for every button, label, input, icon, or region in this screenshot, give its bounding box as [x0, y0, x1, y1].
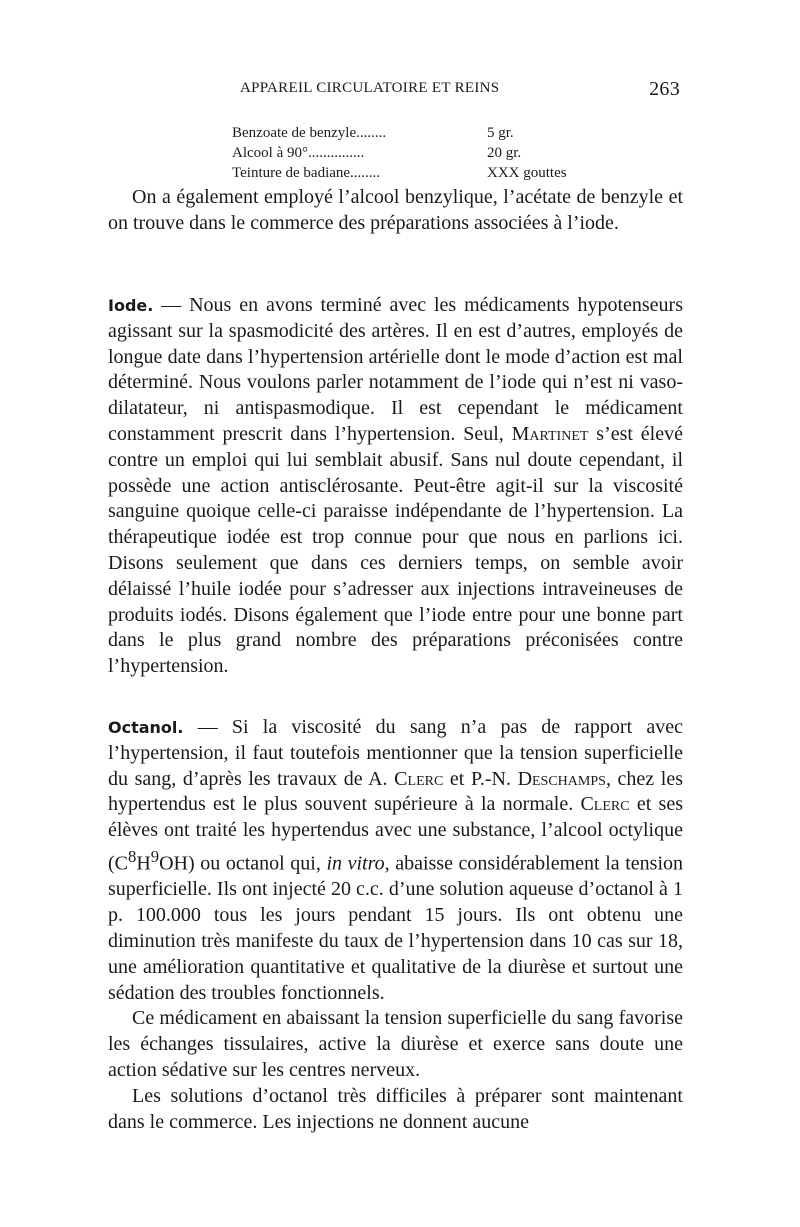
formula-text: H — [136, 852, 151, 875]
recipe-table — [232, 125, 567, 185]
recipe-quantity: 20 gr. — [487, 145, 522, 161]
iode-text: — Nous en avons terminé avec les médicaments hypotenseurs agissant sur la spasmodicité des artères. Il en est d’autres, employés de longue date dans l’hypertension artérielle dont le mode d’action est mal déterminé. Nous voulons parler notamment de l’iode qui n’est ni vaso-dilatateur, ni antispasmodique. Il est cependant le médicament constamment prescrit dans l’hypertension. Seul, — [108, 294, 683, 445]
octanol-text: et P.-N. — [443, 767, 518, 790]
recipe-quantity: 5 gr. — [487, 125, 514, 141]
page-number: 263 — [649, 78, 680, 100]
section-octanol — [108, 715, 683, 1135]
octanol-text: et ses élèves ont traité les hypertendus avec une substance, l’alcool octylique (C — [108, 793, 683, 875]
recipe-row — [232, 125, 562, 145]
recipe-ingredient: Alcool à 90°............... — [232, 145, 365, 161]
section-heading-octanol: Octanol. — [108, 718, 184, 737]
octanol-text: — Si la viscosité du sang n’a pas de rapport avec l’hypertension, il faut toutefois mentionner que la tension superficielle du sang, d’après les travaux de A. — [108, 716, 683, 790]
author-name: Clerc — [580, 793, 630, 816]
paragraph-text: Les solutions d’octanol très difficiles à préparer sont maintenant dans le commerce. Les injections ne donnent aucune — [108, 1084, 683, 1133]
author-name: Martinet — [511, 422, 589, 445]
author-name: Deschamps — [517, 767, 606, 790]
author-name: Clerc — [394, 767, 444, 790]
paragraph-benzyl — [108, 185, 683, 237]
paragraph-text: On a également employé l’alcool benzylique, l’acétate de benzyle et on trouve dans le commerce des préparations associées à l’iode. — [108, 186, 683, 234]
octanol-text: , chez les hypertendus est le plus souvent supérieure à la normale. — [108, 767, 683, 816]
octanol-text: , abaisse considérablement la tension superficielle. Ils ont injecté 20 c.c. d’une solution aqueuse d’octanol à 1 p. 100.000 tous les jours pendant 15 jours. Ils ont obtenu une diminution très manifeste du taux de l’hypertension dans 10 cas sur 18, une amélioration quantitative et qualitative de la diurèse et surtout une sédation des troubles fonctionnels. — [108, 852, 683, 1004]
section-iode — [108, 293, 683, 680]
iode-text: s’est élevé contre un emploi qui lui semblait abusif. Sans nul doute cependant, il possède une action antisclérosante. Peut-être agit-il sur la viscosité sanguine quoique celle-ci paraisse indépendante de l’hypertension. La thérapeutique iodée est trop connue pour que nous en parlions ici. Disons seulement que dans ces derniers temps, on semble avoir délaissé l’huile iodée pour s’adresser aux injections intraveineuses de produits iodés. Disons également que l’iode entre pour une bonne part dans le plus grand nombre des préparations préconisées contre l’hypertension. — [108, 422, 683, 678]
recipe-ingredient: Teinture de badiane........ — [232, 165, 381, 181]
chapter-title: APPAREIL CIRCULATOIRE ET REINS — [240, 80, 500, 96]
recipe-ingredient: Benzoate de benzyle........ — [232, 125, 387, 141]
iode-paragraph — [108, 293, 683, 680]
octanol-text: OH) ou octanol qui, — [159, 852, 327, 875]
formula-superscript: 9 — [150, 846, 160, 866]
recipe-quantity: XXX gouttes — [487, 165, 567, 181]
recipe-row — [232, 165, 567, 185]
recipe-row — [232, 145, 562, 165]
section-heading-iode: Iode. — [108, 296, 154, 315]
paragraph-text: Ce médicament en abaissant la tension superficielle du sang favorise les échanges tissulaires, active la diurèse et exerce sans doute une action sédative sur les centres nerveux. — [108, 1007, 683, 1082]
formula-superscript: 8 — [128, 846, 137, 866]
italic-phrase: in vitro — [326, 852, 385, 875]
octanol-paragraph — [108, 715, 683, 1006]
